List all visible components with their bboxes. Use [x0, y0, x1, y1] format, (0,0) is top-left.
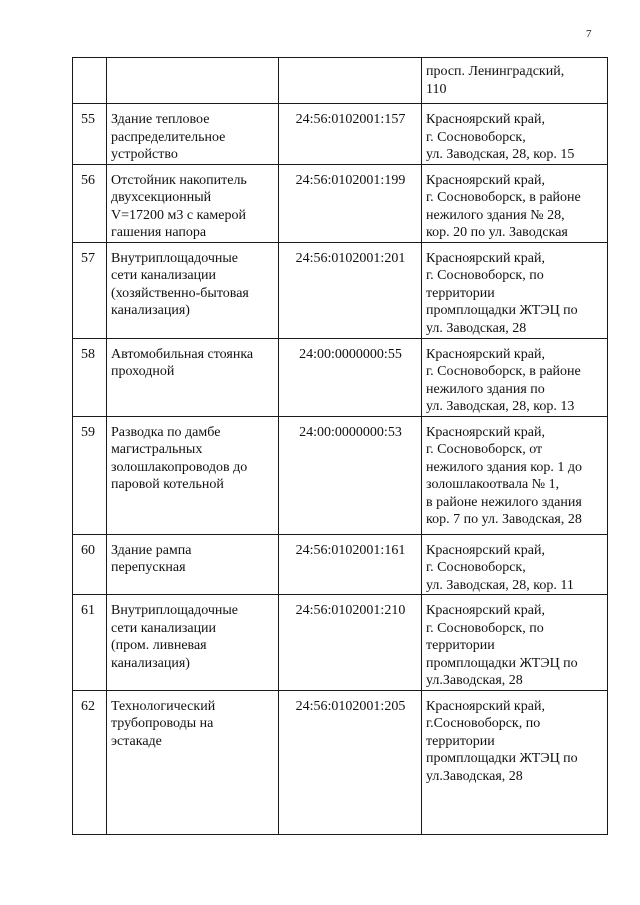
object-name-line: устройство [111, 147, 178, 162]
address-line: ул.Заводская, 28 [426, 768, 523, 784]
address-line: промплощадки ЖТЭЦ по [426, 303, 578, 318]
object-name-line: трубопроводы на [111, 716, 214, 731]
address-line: нежилого здания кор. 1 до [426, 459, 583, 475]
address-line: Красноярский край, [426, 346, 545, 362]
address-cell [422, 690, 608, 834]
address-cell [422, 534, 608, 595]
address-cell [422, 595, 608, 691]
table-row [73, 338, 608, 416]
address-line: территории [426, 285, 495, 301]
object-name-line: двухсекционный [111, 190, 212, 205]
object-name-line: эстакаде [111, 733, 162, 749]
table-row-continuation [73, 58, 608, 104]
row-number-cell: 60 [73, 534, 107, 595]
address-line: нежилого здания по [426, 381, 545, 397]
object-name-line: перепускная [111, 560, 186, 575]
address-cell [422, 338, 608, 416]
row-number-cell: 61 [73, 595, 107, 691]
object-name-line: (хозяйственно-бытовая [111, 285, 249, 301]
address-line: г. Сосновоборск, в районе [426, 190, 581, 205]
object-name-line: Внутриплощадочные [111, 250, 238, 266]
address-line: Красноярский край, [426, 698, 545, 714]
address-line: промплощадки ЖТЭЦ по [426, 655, 578, 671]
object-name-cell [107, 595, 279, 691]
object-name-cell [107, 534, 279, 595]
address-line: г. Сосновоборск, [426, 560, 526, 575]
address-line: Красноярский край, [426, 424, 545, 440]
address-cell [422, 164, 608, 242]
property-registry-table [72, 57, 608, 835]
address-line: г.Сосновоборск, по [426, 716, 541, 731]
address-line: г. Сосновоборск, по [426, 268, 544, 283]
address-line: золошлакоотвала № 1, [426, 477, 560, 492]
table-row [73, 164, 608, 242]
table-row [73, 690, 608, 834]
cadastral-number-cell: 24:56:0102001:201 [279, 242, 422, 338]
address-line: нежилого здания № 28, [426, 207, 565, 223]
row-number-cell [73, 58, 107, 104]
object-name-line: канализация) [111, 303, 190, 318]
object-name-line: Технологический [111, 698, 216, 714]
address-line: 110 [426, 81, 447, 97]
object-name-line: V=17200 м3 с камерой [111, 207, 246, 223]
table-row [73, 242, 608, 338]
address-line: ул. Заводская, 28, кор. 13 [426, 399, 575, 414]
object-name-cell [107, 242, 279, 338]
page-number: 7 [586, 28, 592, 40]
address-line: просп. Ленинградский, [426, 64, 565, 79]
row-number-cell: 58 [73, 338, 107, 416]
address-line: в районе нежилого здания [426, 494, 582, 510]
address-cell [422, 58, 608, 104]
row-number-cell: 59 [73, 416, 107, 534]
object-name-line: паровой котельной [111, 477, 224, 492]
registry-table-body [73, 58, 608, 835]
object-name-line: распределительное [111, 129, 226, 145]
object-name-cell [107, 690, 279, 834]
row-number-cell: 55 [73, 104, 107, 165]
object-name-cell [107, 58, 279, 104]
row-number-cell: 56 [73, 164, 107, 242]
address-line: ул. Заводская, 28 [426, 320, 527, 336]
object-name-cell [107, 164, 279, 242]
object-name-line: Автомобильная стоянка [111, 346, 254, 362]
table-row [73, 104, 608, 165]
table-row [73, 416, 608, 534]
object-name-line: Разводка по дамбе [111, 424, 221, 440]
address-line: промплощадки ЖТЭЦ по [426, 751, 578, 766]
address-cell [422, 242, 608, 338]
address-line: территории [426, 638, 495, 653]
address-line: Красноярский край, [426, 603, 545, 618]
table-row [73, 595, 608, 691]
object-name-line: сети канализации [111, 268, 217, 283]
address-cell [422, 416, 608, 534]
address-line: Красноярский край, [426, 112, 545, 127]
object-name-cell [107, 416, 279, 534]
address-line: Красноярский край, [426, 250, 545, 266]
row-number-cell: 62 [73, 690, 107, 834]
address-line: Красноярский край, [426, 542, 545, 558]
object-name-line: канализация) [111, 655, 190, 671]
object-name-line: Внутриплощадочные [111, 603, 238, 618]
object-name-line: Здание тепловое [111, 112, 210, 127]
object-name-line: магистральных [111, 442, 203, 457]
cadastral-number-cell: 24:56:0102001:157 [279, 104, 422, 165]
object-name-line: Здание рампа [111, 542, 192, 558]
table-row [73, 534, 608, 595]
object-name-line: золошлакопроводов до [111, 459, 248, 475]
object-name-line: проходной [111, 364, 175, 379]
address-line: ул.Заводская, 28 [426, 673, 523, 688]
cadastral-number-cell: 24:00:0000000:55 [279, 338, 422, 416]
object-name-line: сети канализации [111, 620, 217, 636]
row-number-cell: 57 [73, 242, 107, 338]
address-line: ул. Заводская, 28, кор. 15 [426, 147, 575, 162]
cadastral-number-cell: 24:56:0102001:205 [279, 690, 422, 834]
object-name-cell [107, 104, 279, 165]
cadastral-number-cell: 24:56:0102001:199 [279, 164, 422, 242]
cadastral-number-cell: 24:00:0000000:53 [279, 416, 422, 534]
address-line: кор. 7 по ул. Заводская, 28 [426, 512, 582, 527]
object-name-line: (пром. ливневая [111, 638, 207, 653]
address-line: территории [426, 733, 495, 749]
object-name-cell [107, 338, 279, 416]
object-name-line: гашения напора [111, 225, 207, 240]
cadastral-number-cell: 24:56:0102001:161 [279, 534, 422, 595]
address-line: ул. Заводская, 28, кор. 11 [426, 577, 574, 593]
cadastral-number-cell: 24:56:0102001:210 [279, 595, 422, 691]
address-line: г. Сосновоборск, от [426, 442, 543, 457]
address-cell [422, 104, 608, 165]
cadastral-number-cell [279, 58, 422, 104]
object-name-line: Отстойник накопитель [111, 172, 247, 188]
address-line: Красноярский край, [426, 172, 545, 188]
address-line: г. Сосновоборск, [426, 129, 526, 145]
address-line: г. Сосновоборск, по [426, 620, 544, 636]
address-line: кор. 20 по ул. Заводская [426, 225, 568, 240]
address-line: г. Сосновоборск, в районе [426, 364, 581, 379]
